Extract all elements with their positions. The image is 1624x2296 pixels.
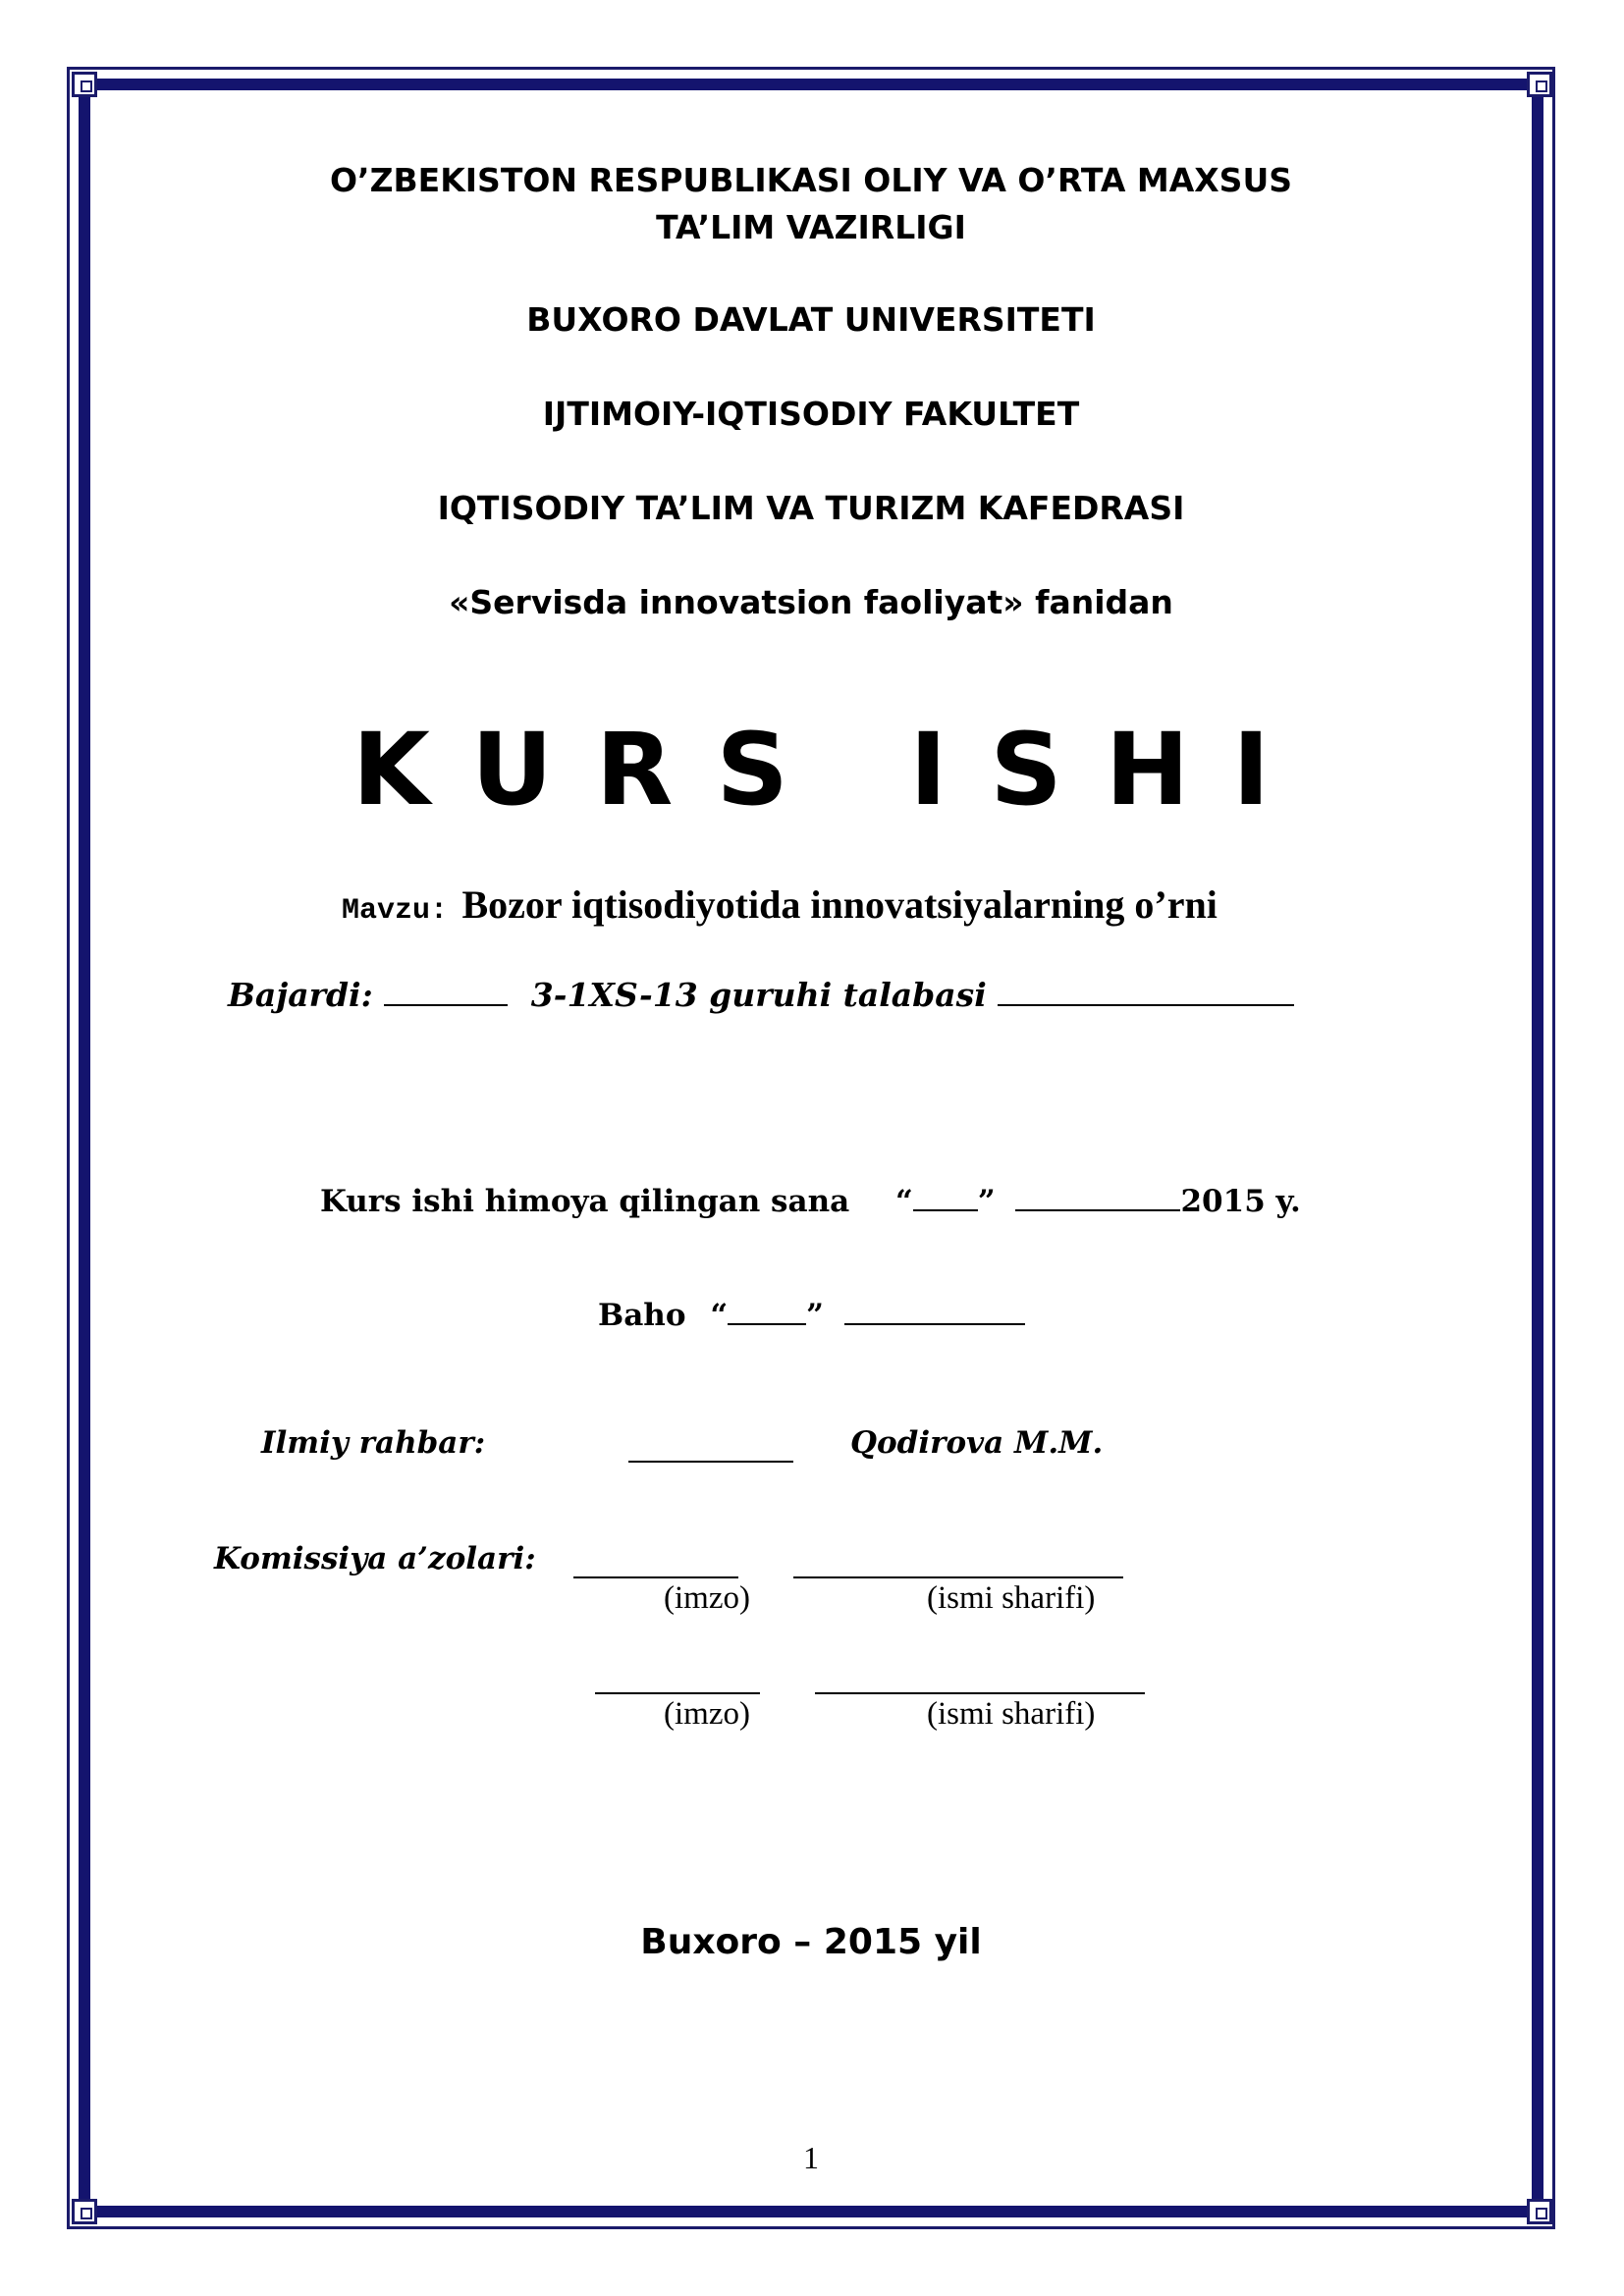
city-year: Buxoro – 2015 yil bbox=[640, 1922, 982, 1962]
commission-name-blank-1 bbox=[793, 1576, 1123, 1578]
grade-close-quote: ” bbox=[806, 1298, 824, 1333]
ministry-line-1: O’ZBEKISTON RESPUBLIKASI OLIY VA O’RTA MAXSUS bbox=[329, 161, 1293, 199]
page-number: 1 bbox=[803, 2140, 819, 2175]
defense-month-blank bbox=[1015, 1182, 1180, 1211]
ministry-line-2: TA’LIM VAZIRLIGI bbox=[656, 208, 966, 246]
advisor-signature-blank bbox=[628, 1461, 793, 1463]
grade-label: Baho bbox=[598, 1298, 686, 1333]
signature-caption-1: (imzo) bbox=[664, 1580, 750, 1616]
done-by-blank bbox=[384, 975, 508, 1006]
defense-date-line bbox=[320, 1182, 1301, 1219]
frame-corner-ornament bbox=[72, 2199, 97, 2224]
done-by-line bbox=[228, 975, 1294, 1014]
topic-text: Bozor iqtisodiyotida innovatsiyalarning o’rni bbox=[461, 882, 1218, 927]
commission-label: Komissiya a’zolari: bbox=[214, 1541, 536, 1576]
commission-name-blank-2 bbox=[815, 1692, 1145, 1694]
signature-caption-2: (imzo) bbox=[664, 1696, 750, 1732]
name-caption-1: (ismi sharifi) bbox=[927, 1580, 1096, 1616]
defense-year: 2015 y. bbox=[1180, 1184, 1301, 1219]
grade-open-quote: “ bbox=[710, 1298, 729, 1333]
department-name: IQTISODIY TA’LIM VA TURIZM KAFEDRASI bbox=[437, 489, 1185, 527]
defense-close-quote: ” bbox=[977, 1184, 996, 1219]
commission-signature-blank-2 bbox=[595, 1692, 760, 1694]
topic-label: Mavzu: bbox=[342, 894, 449, 928]
advisor-label: Ilmiy rahbar: bbox=[261, 1425, 486, 1461]
subject-line: «Servisda innovatsion faoliyat» fanidan bbox=[449, 583, 1173, 621]
document-title: KURS ISHI bbox=[352, 712, 1314, 828]
ministry-heading bbox=[90, 157, 1532, 251]
frame-corner-ornament bbox=[1527, 72, 1552, 97]
name-caption-2: (ismi sharifi) bbox=[927, 1696, 1096, 1732]
frame-corner-ornament bbox=[72, 72, 97, 97]
defense-open-quote: “ bbox=[895, 1184, 913, 1219]
frame-corner-ornament bbox=[1527, 2199, 1552, 2224]
commission-signature-blank-1 bbox=[573, 1576, 738, 1578]
advisor-name: Qodirova M.M. bbox=[850, 1425, 1104, 1461]
grade-words-blank bbox=[844, 1296, 1025, 1325]
faculty-name: IJTIMOIY-IQTISODIY FAKULTET bbox=[542, 395, 1080, 433]
done-by-group: 3-1XS-13 guruhi talabasi bbox=[530, 976, 987, 1014]
grade-line bbox=[598, 1296, 1025, 1333]
university-name: BUXORO DAVLAT UNIVERSITETI bbox=[526, 300, 1096, 339]
grade-score-blank bbox=[728, 1296, 806, 1325]
topic-line bbox=[342, 881, 1218, 928]
defense-day-blank bbox=[913, 1182, 978, 1211]
student-name-blank bbox=[998, 975, 1294, 1006]
done-by-label: Bajardi: bbox=[228, 976, 373, 1014]
defense-label: Kurs ishi himoya qilingan sana bbox=[320, 1184, 850, 1219]
